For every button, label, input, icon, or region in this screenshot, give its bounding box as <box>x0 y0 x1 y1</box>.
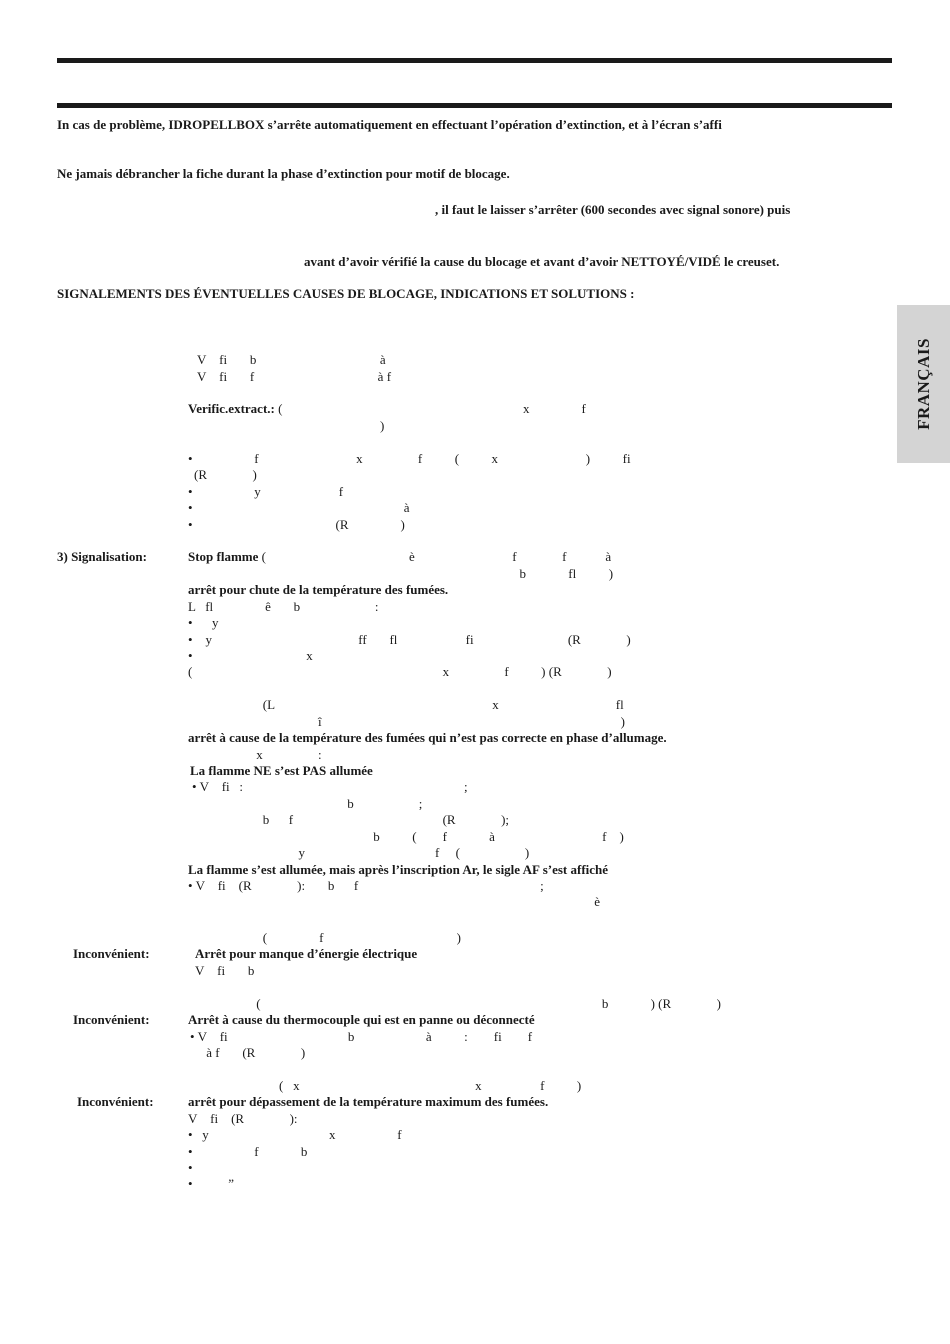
s6-title: arrêt pour dépassement de la température maximum des fumées. <box>188 1094 549 1109</box>
s5-label: Inconvénient: <box>73 1012 150 1027</box>
s5-title: Arrêt à cause du thermocouple qui est en panne ou déconnecté <box>188 1012 535 1027</box>
s3-stop-text: ( è f f à <box>258 549 612 564</box>
s6-line-3: • f b <box>188 1144 308 1159</box>
top-rule <box>57 58 892 63</box>
s3-label: 3) Signalisation: <box>57 549 147 564</box>
s3-line-7: ( x f ) (R ) <box>188 664 612 679</box>
s3-stop-label: Stop flamme <box>188 549 259 564</box>
s3-line-5: • y ff fl fi (R ) <box>188 632 631 647</box>
s3-line-16: • V fi (R ): b f ; <box>188 878 544 893</box>
s3-flamme-ar: La flamme s’est allumée, mais après l’inscription Ar, le sigle AF s’est affiché <box>188 862 609 877</box>
s3-line-6: • x <box>188 648 313 663</box>
s3-stop <box>188 549 611 565</box>
s1-verif-text: ( x f <box>274 401 586 416</box>
s6-line-2: • y x f <box>188 1127 402 1142</box>
s3-line-3: L fl ê b : <box>188 599 379 614</box>
s6-label: Inconvénient: <box>77 1094 154 1109</box>
s4-label: Inconvénient: <box>73 946 150 961</box>
s1-bullet-3: • à <box>188 500 410 515</box>
s1-bullet-2: • y f <box>188 484 344 499</box>
s1-line-1: V fi b à <box>197 352 386 367</box>
language-tab-label: FRANÇAIS <box>913 338 933 430</box>
s3-line-14: b ( f à f ) <box>188 829 624 844</box>
s3-stop-line-2: b fl ) <box>188 566 614 581</box>
s1-bullet-4: • (R ) <box>188 517 405 532</box>
s3-line-9: î ) <box>188 714 625 729</box>
intro-line-1: In cas de problème, IDROPELLBOX s’arrête automatiquement en effectuant l’opération d’extinction, et à l’écran s’affi <box>57 117 722 132</box>
s3-line-15: y f ( ) <box>188 845 530 860</box>
s3-line-11: • V fi : ; <box>192 779 468 794</box>
section-heading: SIGNALEMENTS DES ÉVENTUELLES CAUSES DE BLOCAGE, INDICATIONS ET SOLUTIONS : <box>57 286 635 301</box>
s1-verif-line-2: ) <box>380 418 385 433</box>
s1-line-2: V fi f à f <box>197 369 392 384</box>
s6-line-5: • ” <box>188 1176 235 1191</box>
s3-line-10: x : <box>188 747 322 762</box>
intro-line-4: avant d’avoir vérifié la cause du blocage et avant d’avoir NETTOYÉ/VIDÉ le creuset. <box>304 254 780 269</box>
s5-line-2: à f (R ) <box>190 1045 306 1060</box>
s1-bullet-1b: (R ) <box>194 467 257 482</box>
s3-line-17: è <box>188 894 601 909</box>
intro-line-3: , il faut le laisser s’arrêter (600 secondes avec signal sonore) puis <box>435 202 791 217</box>
s4-line-1: V fi b <box>195 963 255 978</box>
language-tab <box>897 305 950 463</box>
s1-verif <box>188 401 586 417</box>
s1-bullet-1: • f x f ( x ) fi <box>188 451 631 466</box>
s3-line-13: b f (R ); <box>188 812 510 827</box>
s3-line-12: b ; <box>188 796 423 811</box>
s6-line-1: V fi (R ): <box>188 1111 298 1126</box>
s4-pre: ( f ) <box>188 930 461 945</box>
s4-title: Arrêt pour manque d’énergie électrique <box>195 946 418 961</box>
s3-flamme-ne: La flamme NE s’est PAS allumée <box>190 763 373 778</box>
second-rule <box>57 103 892 108</box>
s1-verif-label: Verific.extract.: <box>188 401 275 416</box>
intro-line-2: Ne jamais débrancher la fiche durant la phase d’extinction pour motif de blocage. <box>57 166 510 181</box>
s3-arret-2: arrêt à cause de la température des fumées qui n’est pas correcte en phase d’allumage. <box>188 730 667 745</box>
s5-pre: ( b ) (R ) <box>188 996 721 1011</box>
s3-line-4: • y <box>188 615 219 630</box>
s3-line-8: (L x fl <box>188 697 624 712</box>
s6-pre: ( x x f ) <box>188 1078 582 1093</box>
s6-line-4: • <box>188 1160 193 1175</box>
s3-arret-1: arrêt pour chute de la température des fumées. <box>188 582 449 597</box>
s5-line-1: • V fi b à : fi f <box>190 1029 533 1044</box>
